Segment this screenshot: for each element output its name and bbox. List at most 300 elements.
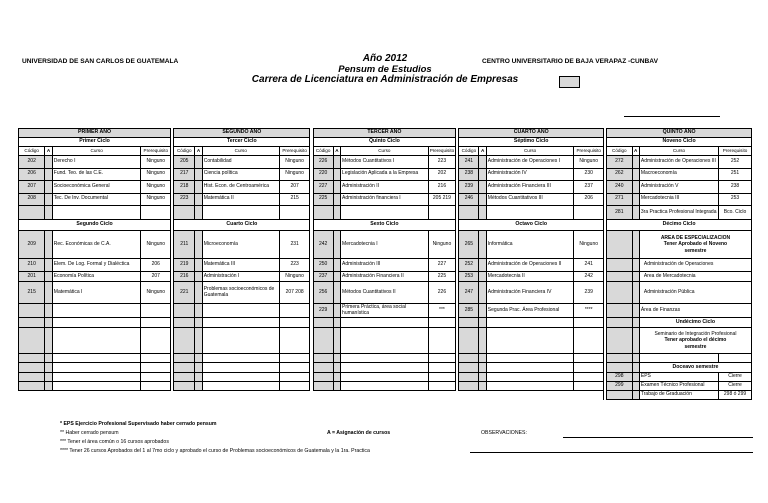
empty-cell (428, 363, 456, 373)
year-header: CUARTO AÑO (459, 129, 604, 138)
empty-cell (639, 354, 718, 363)
code-cell (19, 373, 45, 382)
area-name: Area de Mercadotecnia (639, 272, 751, 282)
course-name: Informática (486, 231, 574, 259)
assign-cell (333, 304, 340, 318)
course-prereq: 227 (428, 259, 456, 272)
assign-cell (632, 168, 639, 181)
code-cell (313, 318, 333, 328)
course-code: 240 (607, 181, 632, 194)
course-name: Hist. Econ. de Centroamérica (202, 181, 279, 194)
course-prereq: 231 (279, 231, 310, 259)
assign-cell (195, 318, 202, 328)
year-header: TERCER AÑO (313, 129, 456, 138)
course-name: Economía Política (52, 272, 141, 282)
course-prereq: 253 (719, 193, 752, 206)
assign-cell (479, 231, 486, 259)
empty-cell (279, 354, 310, 363)
col-prereq: Prerequisito (279, 147, 310, 156)
col-curso: Curso (52, 147, 141, 156)
code-cell (174, 354, 195, 363)
observations-line-1 (563, 437, 753, 438)
empty-cell (52, 382, 141, 391)
course-code: 241 (459, 156, 479, 169)
empty-cell (141, 354, 171, 363)
seminar-block (639, 328, 751, 354)
code-cell (313, 363, 333, 373)
assign-cell (479, 382, 486, 391)
empty-cell (486, 373, 574, 382)
empty-cell (574, 382, 604, 391)
empty-cell (279, 373, 310, 382)
empty-cell (428, 354, 456, 363)
course-code: 208 (19, 193, 45, 206)
empty-cell (428, 373, 456, 382)
code-cell (174, 206, 195, 220)
assign-cell (45, 382, 52, 391)
assign-cell (479, 373, 486, 382)
col-codigo: Código (459, 147, 479, 156)
empty-cell (486, 328, 574, 354)
specialization-line2: Tener Aprobado el Noveno (663, 241, 728, 248)
course-name: Fund. Teo. de las C.E. (52, 168, 141, 181)
empty-cell (52, 304, 141, 318)
cycle-header: Primer Ciclo (19, 138, 171, 147)
code-cell (19, 363, 45, 373)
empty-cell (574, 318, 604, 328)
twelfth-code (607, 391, 632, 400)
assign-cell (195, 328, 202, 354)
code-cell (174, 328, 195, 354)
course-name: Matemática I (52, 282, 141, 304)
course-name: Administración I (202, 272, 279, 282)
course-code: 215 (19, 282, 45, 304)
assign-cell (479, 193, 486, 206)
empty-cell (279, 318, 310, 328)
pensum-table (18, 128, 752, 400)
assign-cell (45, 318, 52, 328)
col-codigo: Código (313, 147, 333, 156)
course-prereq: Ninguno (279, 168, 310, 181)
specialization-line3: semestre (684, 247, 707, 254)
course-prereq: Ninguno (141, 168, 171, 181)
course-name: Derecho I (52, 156, 141, 169)
course-code: 225 (313, 193, 333, 206)
assign-cell (195, 156, 202, 169)
title-year: Año 2012 (362, 53, 408, 64)
empty-cell (428, 318, 456, 328)
assign-cell (632, 354, 639, 363)
assign-cell (333, 259, 340, 272)
course-prereq: Ninguno (141, 193, 171, 206)
course-name: Socioeconómica General (52, 181, 141, 194)
assign-cell (195, 181, 202, 194)
course-code: 202 (19, 156, 45, 169)
empty-cell (52, 206, 141, 220)
code-cell (459, 206, 479, 220)
seminar-line3: semestre (684, 343, 707, 350)
course-prereq: Ninguno (279, 272, 310, 282)
course-prereq: 238 (719, 181, 752, 194)
assign-cell (333, 382, 340, 391)
code-cell (607, 363, 632, 373)
course-name: Segunda Prac. Área Profesional (486, 304, 574, 318)
area-name: Administración Pública (639, 282, 751, 304)
twelfth-name: Examen Técnico Profesional (639, 382, 718, 391)
course-prereq: 206 (141, 259, 171, 272)
course-name: Mercadotecnia III (639, 193, 718, 206)
course-name: Tec. De Inv. Documental (52, 193, 141, 206)
cycle-header: Cuarto Ciclo (174, 220, 310, 231)
course-name: Microeconomía (202, 231, 279, 259)
cycle-header: Quinto Ciclo (313, 138, 456, 147)
course-prereq: Ninguno (141, 231, 171, 259)
course-name: Métodos Cuantitativos III (486, 193, 574, 206)
cycle-header: Séptimo Ciclo (459, 138, 604, 147)
course-prereq: 239 (574, 282, 604, 304)
footnote-eps: * EPS Ejercicio Profesional Supervisado haber cerrado pensum (60, 421, 217, 427)
twelfth-prereq: 298 ó 299 (719, 391, 752, 400)
university-name: UNIVERSIDAD DE SAN CARLOS DE GUATEMALA (22, 58, 179, 65)
course-name: Elem. De Log. Formal y Dialéctica (52, 259, 141, 272)
assign-cell (333, 282, 340, 304)
course-code: 219 (174, 259, 195, 272)
empty-cell (141, 318, 171, 328)
course-name: Matemática III (202, 259, 279, 272)
assign-cell (632, 156, 639, 169)
assign-cell (632, 272, 639, 282)
empty-cell (202, 354, 279, 363)
code-cell (313, 328, 333, 354)
course-prereq: 251 (719, 168, 752, 181)
empty-cell (486, 382, 574, 391)
cycle-header: Octavo Ciclo (459, 220, 604, 231)
col-prereq: Prerequisito (574, 147, 604, 156)
course-code: 237 (313, 272, 333, 282)
course-code: 285 (459, 304, 479, 318)
empty-cell (574, 354, 604, 363)
col-a: A (333, 147, 340, 156)
empty-cell (202, 328, 279, 354)
assign-cell (479, 363, 486, 373)
assign-cell (479, 168, 486, 181)
empty-cell (574, 206, 604, 220)
empty-cell (574, 373, 604, 382)
course-code: 211 (174, 231, 195, 259)
twelfth-prereq: Cierre (719, 382, 752, 391)
empty-cell (341, 206, 429, 220)
empty-cell (52, 354, 141, 363)
code-cell (607, 318, 632, 328)
course-prereq: 202 (428, 168, 456, 181)
course-code: 252 (459, 259, 479, 272)
code-cell (19, 328, 45, 354)
course-code: 281 (607, 206, 632, 220)
empty-cell (141, 304, 171, 318)
course-prereq: 207 (279, 181, 310, 194)
twelfth-code: 298 (607, 373, 632, 382)
assign-cell (632, 391, 639, 400)
center-name: CENTRO UNIVERSITARIO DE BAJA VERAPAZ -CUNBAV (482, 58, 658, 65)
empty-cell (279, 363, 310, 373)
assign-cell (333, 272, 340, 282)
col-curso: Curso (341, 147, 429, 156)
course-code: 256 (313, 282, 333, 304)
code-cell (19, 354, 45, 363)
assign-cell (632, 181, 639, 194)
course-code: 216 (174, 272, 195, 282)
assign-cell (45, 354, 52, 363)
course-code: 247 (459, 282, 479, 304)
assign-cell (632, 382, 639, 391)
course-name: Macroeconomía (639, 168, 718, 181)
course-name: Métodos Cuantitativos I (341, 156, 429, 169)
assign-cell (45, 282, 52, 304)
course-name: Administración de Operaciones I (486, 156, 574, 169)
empty-cell (428, 382, 456, 391)
assign-cell (479, 272, 486, 282)
course-name: Administración Financiera III (486, 181, 574, 194)
assign-cell (333, 156, 340, 169)
course-name: 3ra Practica Profesional Integrada (639, 206, 718, 220)
assign-cell (632, 231, 639, 259)
course-name: Contabilidad (202, 156, 279, 169)
code-cell (174, 318, 195, 328)
assign-cell (333, 168, 340, 181)
col-a: A (45, 147, 52, 156)
code-cell (459, 363, 479, 373)
code-cell (174, 304, 195, 318)
assign-cell (479, 328, 486, 354)
empty-cell (202, 382, 279, 391)
code-cell (19, 318, 45, 328)
col-codigo: Código (607, 147, 632, 156)
col-a: A (195, 147, 202, 156)
course-code: 271 (607, 193, 632, 206)
col-curso: Curso (639, 147, 718, 156)
area-name: Administración de Operaciones (639, 259, 751, 272)
course-prereq: 215 (279, 193, 310, 206)
code-cell (607, 354, 632, 363)
empty-cell (202, 318, 279, 328)
footnote-2: ** Haber cerrado pensum (60, 430, 119, 436)
assign-cell (333, 328, 340, 354)
specialization-block (639, 231, 751, 259)
course-name: Administración IV (486, 168, 574, 181)
course-code: 220 (313, 168, 333, 181)
course-code: 210 (19, 259, 45, 272)
code-cell (313, 206, 333, 220)
course-code: 221 (174, 282, 195, 304)
assign-cell (632, 206, 639, 220)
course-code: 226 (313, 156, 333, 169)
code-cell (19, 304, 45, 318)
code-cell (313, 382, 333, 391)
col-prereq: Prerequisito (719, 147, 752, 156)
title-pensum: Pensum de Estudios (338, 63, 432, 75)
course-code: 209 (19, 231, 45, 259)
empty-cell (341, 373, 429, 382)
course-prereq: 241 (574, 259, 604, 272)
assign-cell (479, 206, 486, 220)
assign-cell (45, 363, 52, 373)
empty-cell (52, 328, 141, 354)
course-prereq: 226 (428, 282, 456, 304)
course-prereq: Ninguno (574, 231, 604, 259)
year-header: QUINTO AÑO (607, 129, 752, 138)
course-code: 253 (459, 272, 479, 282)
assign-cell (479, 354, 486, 363)
col-prereq: Prerequisito (428, 147, 456, 156)
assign-cell (632, 318, 639, 328)
course-name: Problemas socioeconómicos de Guatemala (202, 282, 279, 304)
course-code: 239 (459, 181, 479, 194)
course-code: 246 (459, 193, 479, 206)
course-code: 242 (313, 231, 333, 259)
assign-cell (479, 304, 486, 318)
course-prereq: 207 (141, 272, 171, 282)
empty-cell (341, 363, 429, 373)
course-prereq: 206 (574, 193, 604, 206)
course-code: 262 (607, 168, 632, 181)
assign-cell (45, 168, 52, 181)
cycle-header: Undécimo Ciclo (639, 318, 751, 328)
twelfth-name: Trabajo de Graduación (639, 391, 718, 400)
course-prereq: Ninguno (141, 282, 171, 304)
empty-cell (279, 328, 310, 354)
assign-cell (45, 328, 52, 354)
empty-cell (141, 363, 171, 373)
assign-cell (333, 206, 340, 220)
course-code: 227 (313, 181, 333, 194)
year-header: PRIMER AÑO (19, 129, 171, 138)
empty-cell (202, 363, 279, 373)
course-name: Administración V (639, 181, 718, 194)
code-cell (459, 318, 479, 328)
course-code: 218 (174, 181, 195, 194)
seminar-line2: Tener aprobado el décimo (664, 337, 727, 344)
seminar-title: Seminario de Integración Profesional (654, 330, 737, 337)
course-prereq: 230 (574, 168, 604, 181)
course-name: Legislación Aplicada a la Empresa (341, 168, 429, 181)
code-cell (607, 231, 632, 259)
course-prereq: Bco. Ciclo (719, 206, 752, 220)
course-prereq: Ninguno (279, 156, 310, 169)
code-cell (459, 382, 479, 391)
blank-area (19, 391, 604, 400)
course-code: 223 (174, 193, 195, 206)
assign-cell (45, 304, 52, 318)
assign-cell (195, 259, 202, 272)
empty-cell (52, 318, 141, 328)
course-prereq: 252 (719, 156, 752, 169)
course-prereq: Ninguno (141, 156, 171, 169)
empty-cell (202, 373, 279, 382)
assign-cell (479, 318, 486, 328)
empty-cell (202, 304, 279, 318)
course-name: Mercadotecnia I (341, 231, 429, 259)
course-code: 272 (607, 156, 632, 169)
assign-cell (333, 318, 340, 328)
twelfth-name: EPS (639, 373, 718, 382)
course-prereq: 242 (574, 272, 604, 282)
assign-cell (479, 181, 486, 194)
course-code: 207 (19, 181, 45, 194)
empty-cell (341, 382, 429, 391)
assign-cell (195, 354, 202, 363)
year-header: SEGUNDO AÑO (174, 129, 310, 138)
empty-cell (141, 373, 171, 382)
assign-cell (479, 259, 486, 272)
empty-cell (279, 304, 310, 318)
course-name: Primera Práctica, área social humanística (341, 304, 429, 318)
assign-cell (45, 181, 52, 194)
empty-cell (574, 363, 604, 373)
course-prereq: **** (574, 304, 604, 318)
assign-cell (333, 181, 340, 194)
empty-cell (202, 206, 279, 220)
assign-cell (195, 272, 202, 282)
empty-cell (486, 318, 574, 328)
assign-cell (45, 373, 52, 382)
empty-cell (52, 363, 141, 373)
observations-label: OBSERVACIONES: (481, 430, 527, 436)
assign-cell (45, 206, 52, 220)
course-name: Administración Financiera IV (486, 282, 574, 304)
col-curso: Curso (486, 147, 574, 156)
assign-cell (632, 328, 639, 354)
assign-cell (333, 363, 340, 373)
code-cell (19, 206, 45, 220)
footnote-4: **** Tener 26 cursos Aprobados del 1 al 7mo ciclo y aprobado el curso de Problemas socioeconómicos de Guatemala y la 1ra. Practica (60, 448, 370, 454)
empty-cell (141, 382, 171, 391)
course-name: Ciencia política (202, 168, 279, 181)
empty-cell (279, 382, 310, 391)
col-codigo: Código (174, 147, 195, 156)
cycle-header: Sexto Ciclo (313, 220, 456, 231)
cycle-header: Décimo Ciclo (607, 220, 752, 231)
col-a: A (632, 147, 639, 156)
empty-cell (428, 206, 456, 220)
course-prereq: 223 (279, 259, 310, 272)
col-codigo: Código (19, 147, 45, 156)
course-name: Administración III (341, 259, 429, 272)
header-box (559, 76, 580, 88)
course-prereq: 216 (428, 181, 456, 194)
assign-cell (45, 156, 52, 169)
assign-cell (45, 193, 52, 206)
course-prereq: Ninguno (428, 231, 456, 259)
code-cell (174, 373, 195, 382)
twelfth-code: 299 (607, 382, 632, 391)
assign-cell (195, 206, 202, 220)
assign-cell (632, 373, 639, 382)
cycle-header: Tercer Ciclo (174, 138, 310, 147)
assign-cell (632, 193, 639, 206)
empty-cell (486, 206, 574, 220)
assign-cell (195, 168, 202, 181)
assign-cell (195, 373, 202, 382)
assign-cell (479, 156, 486, 169)
course-name: Administración II (341, 181, 429, 194)
course-prereq: Ninguno (574, 156, 604, 169)
twelfth-prereq: Cierre (719, 373, 752, 382)
empty-cell (428, 328, 456, 354)
course-code: 217 (174, 168, 195, 181)
code-cell (607, 328, 632, 354)
course-name: Administración de Operaciones III (639, 156, 718, 169)
course-prereq: 207 208 (279, 282, 310, 304)
